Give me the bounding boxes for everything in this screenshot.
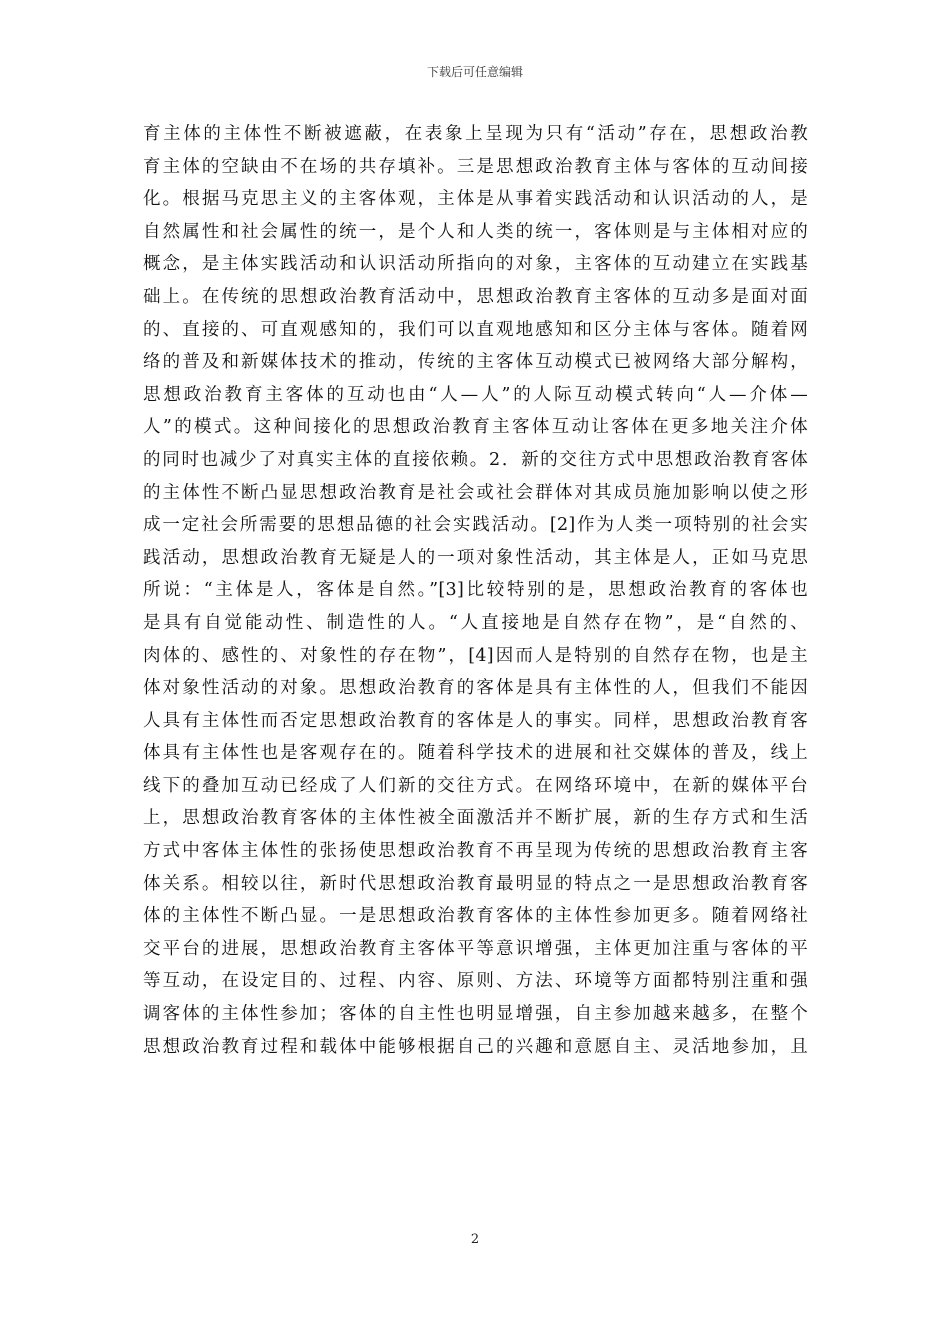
text-line: 线下的叠加互动已经成了人们新的交往方式。在网络环境中，在新的媒体平台 (143, 775, 808, 796)
text-line: 思想政治教育过程和载体中能够根据自己的兴趣和意愿自主、灵活地参加，且 (143, 1036, 808, 1057)
text-line: 肉体的、感性的、对象性的存在物”，[4]因而人是特别的自然存在物，也是主 (143, 645, 808, 666)
text-line: 体关系。相较以往，新时代思想政治教育最明显的特点之一是思想政治教育客 (143, 873, 808, 894)
text-line: 是具有自觉能动性、制造性的人。“人直接地是自然存在物”，是“自然的、 (143, 612, 808, 633)
text-line: 人”的模式。这种间接化的思想政治教育主客体互动让客体在更多地关注介体 (143, 417, 808, 438)
page-number: 2 (470, 1232, 480, 1247)
text-line: 础上。在传统的思想政治教育活动中，思想政治教育主客体的互动多是面对面 (143, 286, 808, 307)
page-header: 下载后可任意编辑 (426, 65, 523, 79)
text-line: 体对象性活动的对象。思想政治教育的客体是具有主体性的人，但我们不能因 (143, 678, 808, 699)
text-line: 育主体的主体性不断被遮蔽，在表象上呈现为只有“活动”存在，思想政治教 (143, 124, 808, 144)
text-line: 上，思想政治教育客体的主体性被全面激活并不断扩展，新的生存方式和生活 (143, 808, 808, 829)
text-line: 的同时也减少了对真实主体的直接依赖。2．新的交往方式中思想政治教育客体 (143, 449, 808, 470)
text-line: 成一定社会所需要的思想品德的社会实践活动。[2]作为人类一项特别的社会实 (143, 515, 808, 536)
text-line: 自然属性和社会属性的统一，是个人和人类的统一，客体则是与主体相对应的 (143, 221, 808, 242)
text-line: 育主体的空缺由不在场的共存填补。三是思想政治教育主体与客体的互动间接 (143, 156, 808, 177)
body-text (143, 118, 808, 1063)
text-line: 化。根据马克思主义的主客体观，主体是从事着实践活动和认识活动的人，是 (143, 189, 808, 210)
text-line: 所说：“主体是人，客体是自然。”[3]比较特别的是，思想政治教育的客体也 (143, 580, 808, 601)
text-line: 络的普及和新媒体技术的推动，传统的主客体互动模式已被网络大部分解构， (143, 352, 808, 373)
text-line: 调客体的主体性参加；客体的自主性也明显增强，自主参加越来越多，在整个 (143, 1004, 808, 1025)
text-line: 思想政治教育主客体的互动也由“人—人”的人际互动模式转向“人—介体— (143, 384, 808, 405)
text-line: 方式中客体主体性的张扬使思想政治教育不再呈现为传统的思想政治教育主客 (143, 841, 808, 862)
text-line: 等互动，在设定目的、过程、内容、原则、方法、环境等方面都特别注重和强 (143, 971, 808, 992)
text-line: 概念，是主体实践活动和认识活动所指向的对象，主客体的互动建立在实践基 (143, 254, 808, 275)
text-line: 人具有主体性而否定思想政治教育的客体是人的事实。同样，思想政治教育客 (143, 710, 808, 731)
text-line: 践活动，思想政治教育无疑是人的一项对象性活动，其主体是人，正如马克思 (143, 547, 808, 568)
text-line: 的、直接的、可直观感知的，我们可以直观地感知和区分主体与客体。随着网 (143, 319, 808, 340)
text-line: 的主体性不断凸显思想政治教育是社会或社会群体对其成员施加影响以使之形 (143, 482, 808, 503)
text-line: 交平台的进展，思想政治教育主客体平等意识增强，主体更加注重与客体的平 (143, 938, 808, 959)
text-line: 体的主体性不断凸显。一是思想政治教育客体的主体性参加更多。随着网络社 (143, 906, 808, 927)
text-line: 体具有主体性也是客观存在的。随着科学技术的进展和社交媒体的普及，线上 (143, 743, 808, 764)
